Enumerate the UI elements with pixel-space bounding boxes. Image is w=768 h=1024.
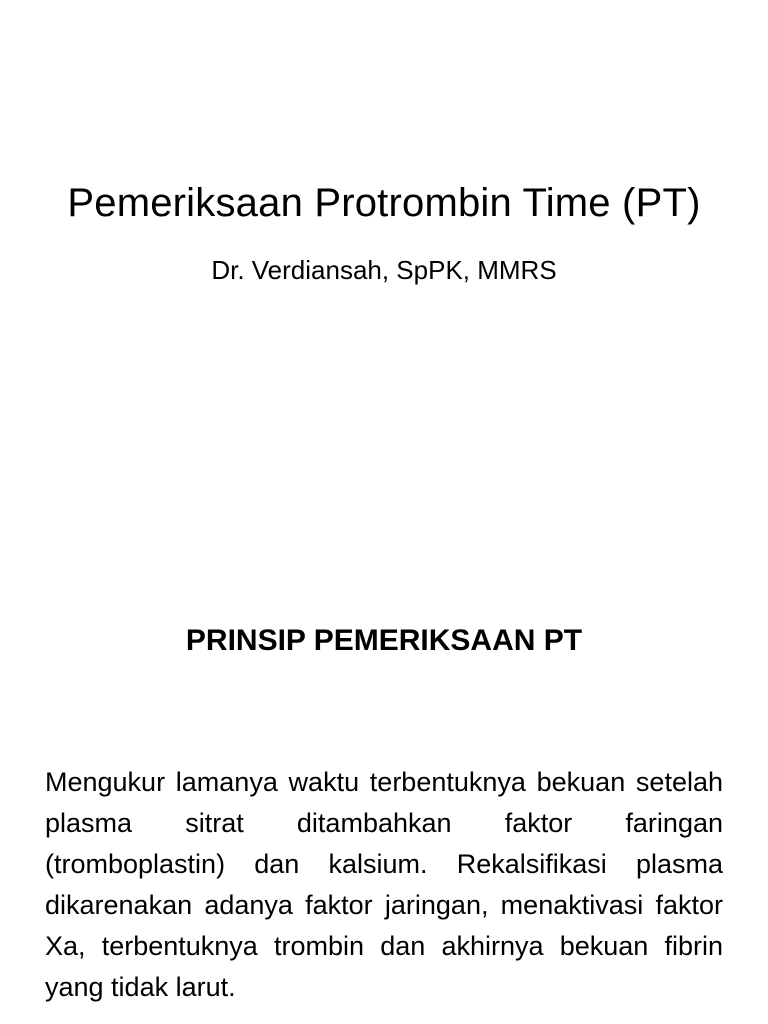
page-title: Pemeriksaan Protrombin Time (PT): [67, 181, 701, 225]
title-block: [40, 178, 728, 286]
author-subtitle: Dr. Verdiansah, SpPK, MMRS: [211, 255, 557, 285]
body-paragraph: Mengukur lamanya waktu terbentuknya bekuan setelah plasma sitrat ditambahkan faktor faringan (tromboplastin) dan kalsium. Rekalsifikasi plasma dikarenakan adanya faktor jaringan, menaktivasi faktor Xa, terbentuknya trombin dan akhirnya bekuan fibrin yang tidak larut.: [45, 767, 723, 1002]
body-copy: [45, 762, 723, 1008]
section-heading: PRINSIP PEMERIKSAAN PT: [185, 624, 583, 657]
